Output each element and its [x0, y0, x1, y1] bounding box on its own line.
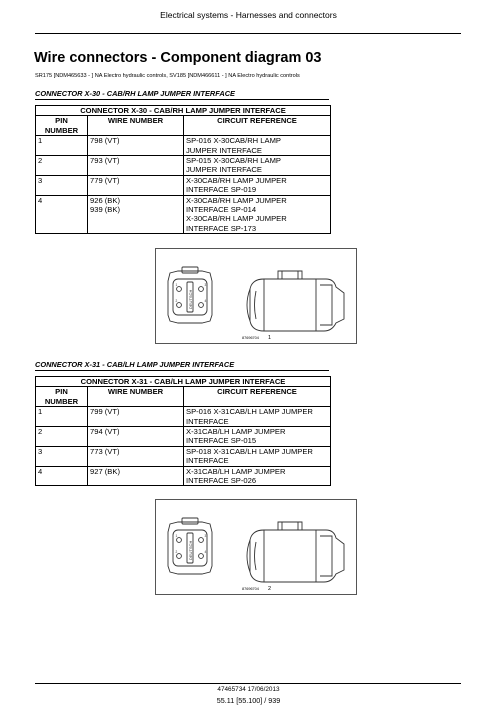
footer-page-ref: 55.11 [55.100] / 939	[216, 696, 281, 705]
pin-cell: 3	[36, 446, 88, 466]
figure-id: 87696704	[242, 336, 259, 340]
pin-mark: 2	[175, 550, 178, 554]
connector-figure-x31	[155, 499, 357, 595]
wire-line: 794 (VT)	[90, 427, 120, 437]
connector-table-x30	[35, 105, 331, 234]
table-row	[36, 136, 331, 156]
connector-drawing	[156, 249, 356, 343]
pin-mark: 4	[204, 550, 207, 554]
circuit-cell	[184, 175, 331, 195]
connector-front-inner	[255, 291, 257, 319]
latch-detail	[282, 522, 298, 530]
section-title-x30: CONNECTOR X-30 - CAB/RH LAMP JUMPER INTERFACE	[35, 89, 235, 98]
circuit-line: INTERFACE SP-173	[186, 223, 257, 233]
wire-line: 939 (BK)	[90, 205, 120, 215]
wire-cell	[88, 156, 184, 176]
table-row	[36, 446, 331, 466]
table-caption: CONNECTOR X-31 - CAB/LH LAMP JUMPER INTERFACE	[36, 377, 331, 387]
pin-cavity	[199, 303, 204, 308]
circuit-line: X-30CAB/RH LAMP JUMPER	[186, 214, 287, 224]
circuit-cell	[184, 136, 331, 156]
table-row	[36, 156, 331, 176]
circuit-line: SP-016 X-30CAB/RH LAMP	[186, 136, 281, 146]
pin-cell: 1	[36, 136, 88, 156]
wire-cell	[88, 407, 184, 427]
pin-mark: 1	[175, 283, 178, 287]
brand-mark: DEUTSCH	[187, 540, 193, 560]
latch-detail	[282, 271, 298, 279]
table-row	[36, 466, 331, 486]
circuit-line: SP-016 X-31CAB/LH LAMP JUMPER	[186, 407, 313, 417]
table-caption: CONNECTOR X-30 - CAB/RH LAMP JUMPER INTERFACE	[36, 106, 331, 116]
column-header-pin: PIN NUMBER	[36, 387, 88, 407]
circuit-cell	[184, 446, 331, 466]
circuit-line: INTERFACE SP-015	[186, 436, 257, 446]
pin-cell: 2	[36, 427, 88, 447]
wire-cell	[88, 195, 184, 234]
pin-cavity	[177, 554, 182, 559]
circuit-line: SP-018 X-31CAB/LH LAMP JUMPER	[186, 446, 313, 456]
pin-cell: 2	[36, 156, 88, 176]
body-ridge	[264, 530, 316, 582]
circuit-line: INTERFACE SP-019	[186, 185, 257, 195]
column-header-pin: PIN NUMBER	[36, 116, 88, 136]
wire-line: 793 (VT)	[90, 156, 120, 166]
header-rule	[35, 33, 461, 34]
latch-tab	[182, 267, 198, 273]
table-row	[36, 427, 331, 447]
wire-cell	[88, 446, 184, 466]
pin-cavity	[199, 287, 204, 292]
section-rule	[35, 99, 329, 100]
footer-rule	[35, 683, 461, 684]
wire-line: 798 (VT)	[90, 136, 120, 146]
figure-number: 1	[268, 335, 272, 341]
section-rule	[35, 370, 329, 371]
wire-line: 799 (VT)	[90, 407, 120, 417]
table-row	[36, 175, 331, 195]
table-row	[36, 195, 331, 234]
column-header-wire: WIRE NUMBER	[88, 116, 184, 136]
circuit-line: JUMPER INTERFACE	[186, 165, 262, 175]
circuit-line: X-31CAB/LH LAMP JUMPER	[186, 427, 286, 437]
footer-doc-ref: 47465734 17/06/2013	[217, 686, 280, 693]
pin-cavity	[177, 303, 182, 308]
connector-figure-x30	[155, 248, 357, 344]
circuit-line: X-31CAB/LH LAMP JUMPER	[186, 466, 286, 476]
circuit-line: INTERFACE	[186, 416, 229, 426]
circuit-line: JUMPER INTERFACE	[186, 145, 262, 155]
circuit-line: X-30CAB/RH LAMP JUMPER	[186, 175, 287, 185]
wire-line: 927 (BK)	[90, 466, 120, 476]
wire-line: 779 (VT)	[90, 175, 120, 185]
pin-mark: 4	[204, 299, 207, 303]
circuit-cell	[184, 466, 331, 486]
table-row	[36, 407, 331, 427]
column-header-circuit: CIRCUIT REFERENCE	[184, 387, 331, 407]
circuit-line: INTERFACE SP-014	[186, 205, 257, 215]
page-title: Wire connectors - Component diagram 03	[34, 50, 322, 66]
wire-cell	[88, 136, 184, 156]
connector-front-inner	[255, 542, 257, 570]
pin-cell: 3	[36, 175, 88, 195]
body-ridge	[264, 279, 316, 331]
pin-cell: 4	[36, 466, 88, 486]
brand-mark: DEUTSCH	[187, 289, 193, 309]
circuit-cell	[184, 427, 331, 447]
circuit-line: X-30CAB/RH LAMP JUMPER	[186, 195, 287, 205]
rear-seal	[320, 285, 332, 325]
circuit-cell	[184, 195, 331, 234]
pin-cell: 1	[36, 407, 88, 427]
circuit-cell	[184, 156, 331, 176]
applicability-note: SR175 [NDM465633 - ] NA Electro hydraulic controls, SV185 [NDM466611 - ] NA Electro hydraulic controls	[35, 73, 300, 79]
wire-line: 773 (VT)	[90, 446, 120, 456]
pin-cell: 4	[36, 195, 88, 234]
wire-cell	[88, 175, 184, 195]
wire-line: 926 (BK)	[90, 195, 120, 205]
figure-number: 2	[268, 586, 272, 592]
circuit-line: SP-015 X-30CAB/RH LAMP	[186, 156, 281, 166]
running-header: Electrical systems - Harnesses and connectors	[160, 10, 337, 20]
pin-mark: 2	[175, 299, 178, 303]
pin-cavity	[199, 554, 204, 559]
section-title-x31: CONNECTOR X-31 - CAB/LH LAMP JUMPER INTERFACE	[35, 360, 235, 369]
pin-cavity	[177, 287, 182, 292]
pin-mark: 3	[204, 283, 207, 287]
wire-cell	[88, 466, 184, 486]
figure-id: 87696704	[242, 587, 259, 591]
latch-tab	[182, 518, 198, 524]
pin-cavity	[177, 538, 182, 543]
connector-table-x31	[35, 376, 331, 486]
pin-cavity	[199, 538, 204, 543]
circuit-line: INTERFACE	[186, 456, 229, 466]
circuit-line: INTERFACE SP-026	[186, 476, 257, 486]
pin-mark: 1	[175, 534, 178, 538]
rear-seal	[320, 536, 332, 576]
pin-mark: 3	[204, 534, 207, 538]
wire-cell	[88, 427, 184, 447]
column-header-wire: WIRE NUMBER	[88, 387, 184, 407]
circuit-cell	[184, 407, 331, 427]
column-header-circuit: CIRCUIT REFERENCE	[184, 116, 331, 136]
connector-drawing	[156, 500, 356, 594]
